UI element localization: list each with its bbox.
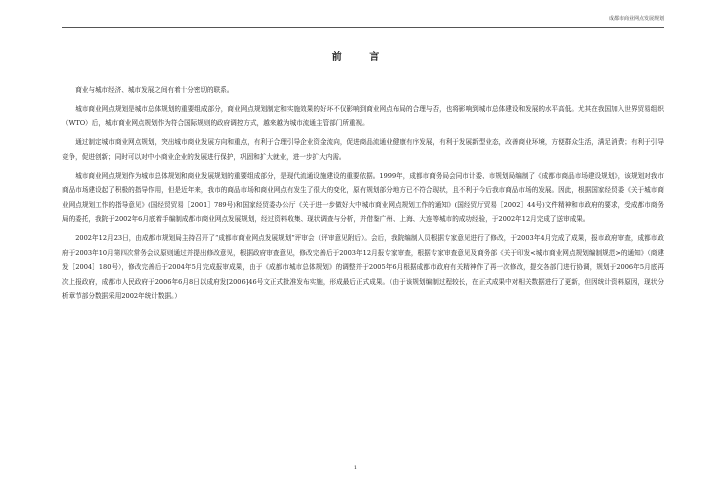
- paragraph-2: 城市商业网点规划是城市总体规划的重要组成部分，商业网点规划制定和实施效果的好坏不仅影响到商业网点布局的合理与否，也将影响到城市总体建设和发展的水平高低。尤其在我国加入世界贸易组织（WTO）后，城市商业网点规划作为符合国际规则的政府调控方式，越来越为城市流通主管部门所重视。: [62, 104, 664, 128]
- paragraph-3: 通过制定城市商业网点规划，突出城市商业发展方向和重点，有利于合理引导企业资金流向，促进商品流通业健康有序发展，有利于发展新型业态，改善商业环境，方便群众生活，满足消费；有利于引导竞争，促进创新；同时可以对中小商业企业的发展进行保护，巩固和扩大就业，进一步扩大内需。: [62, 138, 664, 161]
- paragraph-5: 2002年12月23日，由成都市规划局主持召开了“成都市商业网点发展规划”评审会（评审意见附后）。会后，我院编制人员根据专家意见进行了修改，于2003年4月完成了成果，报市政府审查，成都市政府于2003年10月第四次常务会议原则通过并提出修改意见，根据政府审查意见，修改完善后于2003年12月报专家审查，根据专家审查意见及商务部《关于印发<城市商业网点规划编制规范>的通知》（商建发［2004］180号），修改完善后于2004年5月完成报审成果，由于《成都市城市总体规划》的调整并于2005年6月根据成都市政府有关精神作了再一次修改，提交各部门进行协调，规划于2006年5月底再次上报政府，成都市人民政府于2006年6月8日以成府发[2006]46号文正式批准发布实施，形成最后正式成果。（由于该规划编制过程较长，在正式成果中对相关数据进行了更新，但因统计资料原因，现状分析章节部分数据采用2002年统计数据。）: [62, 234, 664, 301]
- running-header: [62, 0, 664, 28]
- paragraph-1: 商业与城市经济、城市发展之间有着十分密切的联系。: [75, 86, 234, 94]
- running-title: 成都市商业网点发展规划: [608, 16, 664, 22]
- page-title: 前 言: [331, 52, 392, 63]
- paragraph-4: 城市商业网点规划作为城市总体规划和商业发展规划的重要组成部分，是现代流通设施建设的重要依据。1999年，成都市商务局会同市计委、市规划局编制了《成都市商品市场建设规划》，该规划对我市商品市场建设起了积极的指导作用，但是近年来，我市的商品市场和商业网点有发生了很大的变化，原有规划部分地方已不符合现状，且不利于今后我市商品市场的发展。因此，根据国家经贸委《关于城市商业网点规划工作的指导意见》(国经贸贸易［2001］789号)和国家经贸委办公厅《关于进一步做好大中城市商业网点规划工作的通知》(国经贸厅贸易［2002］44号)文件精神和市政府的要求，受成都市商务局的委托，我院于2002年6月底着手编制成都市商业网点发展规划，经过资料收集、现状调查与分析，并借鉴广州、上海、大连等城市的成功经验，于2002年12月完成了送审成果。: [62, 171, 664, 224]
- page-number: 1: [353, 465, 358, 471]
- document-body: [62, 83, 664, 308]
